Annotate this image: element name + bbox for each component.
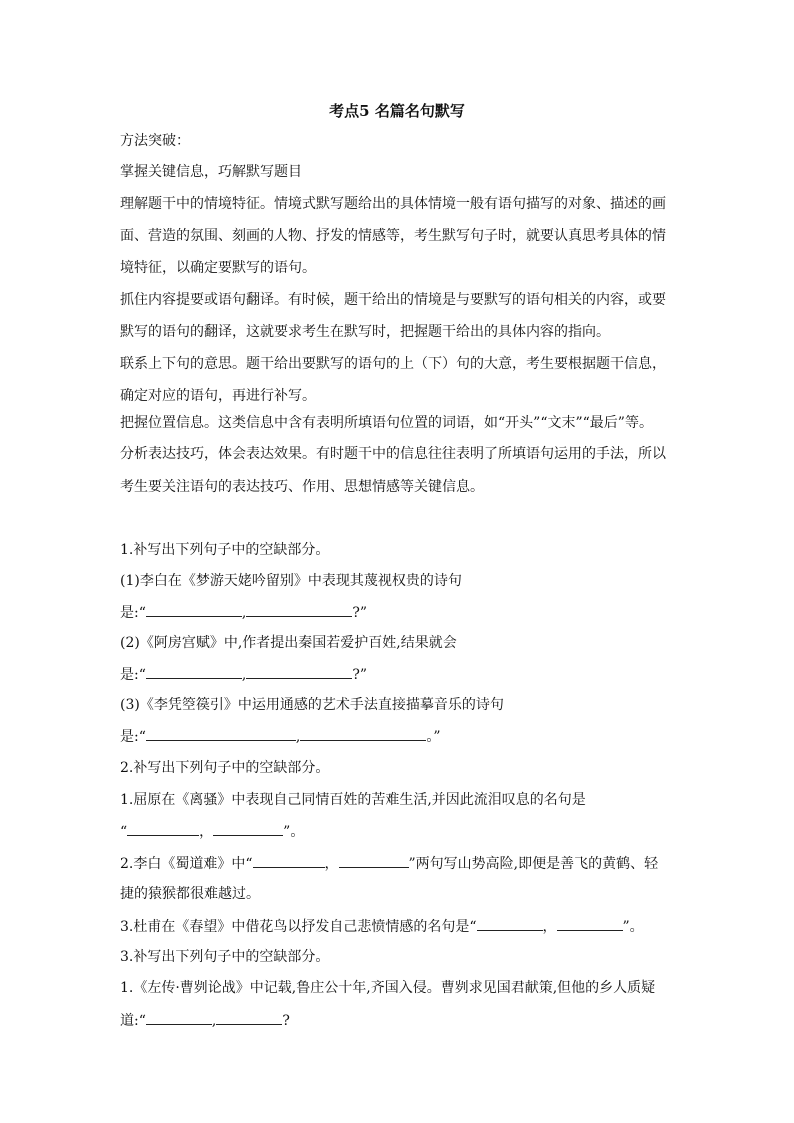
answer-separator: ,: [241, 605, 247, 621]
method-subheading: 掌握关键信息，巧解默写题目: [120, 164, 302, 180]
question-text: 3.杜甫在《春望》中借花鸟以抒发自己悲愤情感的名句是“: [120, 919, 477, 935]
q1-item-1: (1)李白在《梦游天姥吟留别》中表现其蔑视权贵的诗句: [120, 573, 462, 589]
method-line: 分析表达技巧，体会表达效果。有时题干中的信息往往表明了所填语句运用的手法，所以: [120, 446, 666, 462]
answer-prefix: 是:“: [120, 605, 146, 621]
method-line: 考生要关注语句的表达技巧、作用、思想情感等关键信息。: [120, 479, 484, 495]
method-line: 默写的语句的翻译，这就要求考生在默写时，把握题干给出的具体内容的指向。: [120, 324, 610, 340]
answer-separator: ,: [295, 729, 301, 745]
q1-item-2: (2)《阿房宫赋》中,作者提出秦国若爱护百姓,结果就会: [120, 635, 457, 651]
answer-blank[interactable]: [146, 1010, 212, 1025]
q2-item-1-answer: [120, 821, 304, 842]
answer-separator: ，: [324, 856, 339, 872]
answer-blank[interactable]: [477, 916, 543, 931]
method-line: 抓住内容提要或语句翻译。有时候，题干给出的情境是与要默写的语句相关的内容，或要: [120, 292, 666, 308]
q3-item-1: 1.《左传·曹刿论战》中记载,鲁庄公十年,齐国入侵。曹刿求见国君献策,但他的乡人质疑: [120, 980, 656, 996]
answer-blank[interactable]: [213, 821, 283, 836]
question-text: ”两句写山势高险,即便是善飞的黄鹤、轻: [408, 856, 659, 872]
method-line: 把握位置信息。这类信息中含有表明所填语句位置的词语，如“开头”“文末”“最后”等。: [120, 415, 653, 431]
answer-separator: ,: [241, 667, 247, 683]
q1-heading: 1.补写出下列句子中的空缺部分。: [120, 542, 330, 558]
answer-blank[interactable]: [246, 664, 352, 679]
answer-prefix: “: [120, 824, 128, 840]
answer-blank[interactable]: [146, 664, 242, 679]
answer-blank[interactable]: [146, 602, 242, 617]
answer-suffix: ”。: [622, 919, 644, 935]
q1-item-1-answer: [120, 602, 367, 623]
answer-separator: ，: [542, 919, 557, 935]
q2-item-3: [120, 916, 644, 937]
method-line: 联系上下句的意思。题干给出要默写的语句的上（下）句的大意，考生要根据题干信息，: [120, 356, 666, 372]
answer-prefix: 是:“: [120, 729, 146, 745]
method-line: 理解题干中的情境特征。情境式默写题给出的具体情境一般有语句描写的对象、描述的画: [120, 196, 666, 212]
answer-blank[interactable]: [339, 853, 409, 868]
q3-heading: 3.补写出下列句子中的空缺部分。: [120, 949, 330, 965]
method-line: 面、营造的氛围、刻画的人物、抒发的情感等，考生默写句子时，就要认真思考具体的情: [120, 228, 666, 244]
answer-blank[interactable]: [253, 853, 325, 868]
method-line: 境特征，以确定要默写的语句。: [120, 260, 316, 276]
answer-prefix: 是:“: [120, 667, 146, 683]
answer-blank[interactable]: [246, 602, 352, 617]
answer-blank[interactable]: [300, 726, 426, 741]
q2-item-2: [120, 853, 658, 874]
answer-blank[interactable]: [557, 916, 623, 931]
answer-prefix: 道:“: [120, 1013, 146, 1029]
q2-item-1: 1.屈原在《离骚》中表现自己同情百姓的苦难生活,并因此流泪叹息的名句是: [120, 792, 586, 808]
method-line: 确定对应的语句，再进行补写。: [120, 388, 316, 404]
answer-blank[interactable]: [127, 821, 199, 836]
page-title: 考点5 名篇名句默写: [329, 102, 465, 120]
q2-heading: 2.补写出下列句子中的空缺部分。: [120, 760, 330, 776]
answer-suffix: ?: [282, 1013, 290, 1029]
method-heading: 方法突破：: [120, 133, 190, 149]
answer-separator: ，: [199, 824, 214, 840]
q3-item-1-answer: [120, 1010, 290, 1031]
answer-separator: ,: [211, 1013, 217, 1029]
answer-blank[interactable]: [216, 1010, 282, 1025]
q1-item-3-answer: [120, 726, 441, 747]
question-text: 2.李白《蜀道难》中“: [120, 856, 253, 872]
answer-blank[interactable]: [146, 726, 296, 741]
q2-item-2-continued: 捷的猿猴都很难越过。: [120, 886, 260, 902]
q1-item-3: (3)《李凭箜篌引》中运用通感的艺术手法直接描摹音乐的诗句: [120, 697, 504, 713]
answer-suffix: ”。: [283, 824, 305, 840]
answer-suffix: 。”: [426, 729, 441, 745]
answer-suffix: ?”: [352, 605, 367, 621]
answer-suffix: ?”: [352, 667, 367, 683]
q1-item-2-answer: [120, 664, 367, 685]
